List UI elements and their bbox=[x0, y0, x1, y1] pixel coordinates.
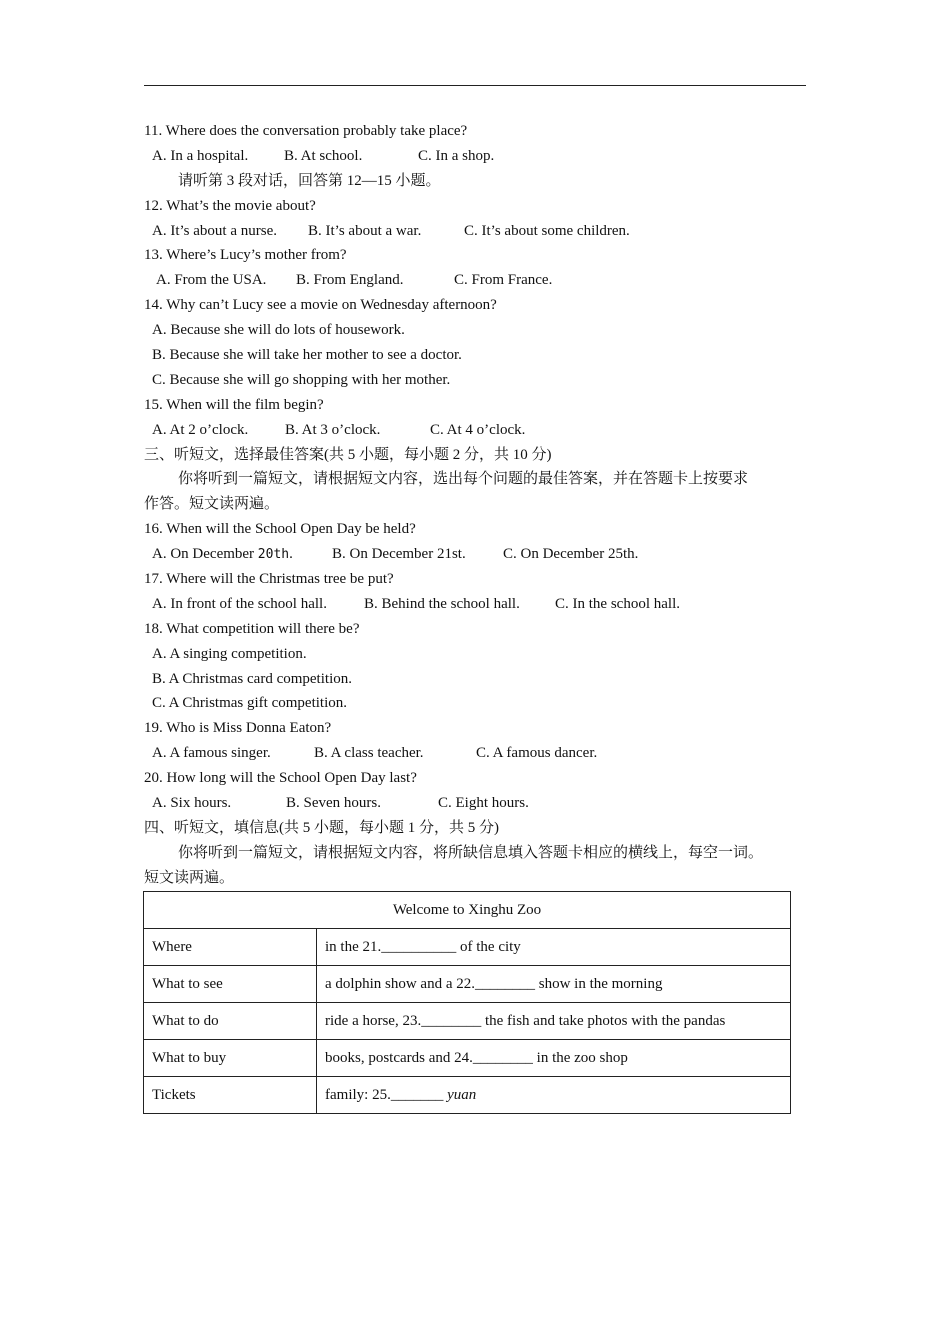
q12-stem: 12. What’s the movie about? bbox=[144, 197, 316, 214]
q19-option-b: B. A class teacher. bbox=[314, 745, 424, 762]
row-value-where: in the 21.__________ of the city bbox=[317, 929, 791, 966]
q16-stem: 16. When will the School Open Day be held? bbox=[144, 521, 416, 538]
q13-stem: 13. Where’s Lucy’s mother from? bbox=[144, 247, 347, 264]
section-3-instructions: 你将听到一篇短文，请根据短文内容，选出每个问题的最佳答案，并在答题卡上按要求 bbox=[178, 471, 749, 488]
section-4-instructions: 你将听到一篇短文，请根据短文内容，将所缺信息填入答题卡相应的横线上，每空一词。 bbox=[178, 844, 764, 861]
q15-option-a: A. At 2 o’clock. bbox=[152, 421, 249, 438]
q16-options bbox=[144, 542, 808, 567]
q15-option-b: B. At 3 o’clock. bbox=[285, 421, 381, 438]
q17-option-c: C. In the school hall. bbox=[555, 595, 680, 612]
tickets-value-text: family: 25._______ bbox=[325, 1086, 448, 1103]
row-label-tickets: Tickets bbox=[144, 1077, 317, 1114]
q16-option-a bbox=[152, 542, 332, 568]
q18-option-a: A. A singing competition. bbox=[152, 645, 307, 662]
table-title: Welcome to Xinghu Zoo bbox=[144, 892, 791, 929]
q13-option-a: A. From the USA. bbox=[156, 272, 267, 289]
tickets-currency: yuan bbox=[447, 1086, 477, 1103]
q12-option-a: A. It’s about a nurse. bbox=[152, 222, 277, 239]
q20-stem: 20. How long will the School Open Day last? bbox=[144, 770, 417, 787]
section-3-instructions-cont: 作答。短文读两遍。 bbox=[144, 496, 280, 513]
q15-option-c: C. At 4 o’clock. bbox=[430, 421, 526, 438]
q17-options bbox=[144, 592, 808, 617]
table-header-row bbox=[144, 892, 791, 929]
q16-option-a-num: 20th bbox=[257, 547, 290, 563]
q17-option-b: B. Behind the school hall. bbox=[364, 595, 520, 612]
q12-option-b: B. It’s about a war. bbox=[308, 222, 422, 239]
dialogue-3-note: 请听第 3 段对话，回答第 12—15 小题。 bbox=[178, 172, 441, 189]
q19-option-a: A. A famous singer. bbox=[152, 745, 271, 762]
exam-content bbox=[144, 119, 808, 891]
q11-option-b: B. At school. bbox=[284, 147, 363, 164]
q20-options bbox=[144, 791, 808, 816]
q11-option-c: C. In a shop. bbox=[418, 147, 495, 164]
q18-stem: 18. What competition will there be? bbox=[144, 620, 360, 637]
q13-option-b: B. From England. bbox=[296, 272, 404, 289]
q11-stem: 11. Where does the conversation probably take place? bbox=[144, 123, 468, 139]
row-value-what-to-do: ride a horse, 23.________ the fish and take photos with the pandas bbox=[317, 1003, 791, 1040]
q14-option-a: A. Because she will do lots of housework. bbox=[152, 322, 405, 339]
q14-stem: 14. Why can’t Lucy see a movie on Wednesday afternoon? bbox=[144, 297, 497, 314]
q13-option-c: C. From France. bbox=[454, 272, 553, 289]
q11-option-a: A. In a hospital. bbox=[152, 147, 249, 164]
row-label-what-to-do: What to do bbox=[144, 1003, 317, 1040]
table-row bbox=[144, 1040, 791, 1077]
row-value-what-to-buy: books, postcards and 24.________ in the zoo shop bbox=[317, 1040, 791, 1077]
q14-option-b: B. Because she will take her mother to see a doctor. bbox=[152, 347, 462, 364]
section-3-title: 三、听短文，选择最佳答案(共 5 小题，每小题 2 分，共 10 分) bbox=[144, 446, 552, 463]
q19-options bbox=[144, 741, 808, 766]
q12-options bbox=[144, 219, 808, 244]
q16-option-c: C. On December 25th. bbox=[503, 546, 639, 563]
row-value-tickets bbox=[317, 1077, 791, 1114]
q18-option-b: B. A Christmas card competition. bbox=[152, 670, 352, 687]
q17-option-a: A. In front of the school hall. bbox=[152, 595, 327, 612]
q20-option-b: B. Seven hours. bbox=[286, 795, 381, 812]
q15-options bbox=[144, 418, 808, 443]
q16-option-a-post: . bbox=[289, 546, 293, 563]
q15-stem: 15. When will the film begin? bbox=[144, 396, 324, 413]
row-label-what-to-see: What to see bbox=[144, 966, 317, 1003]
q12-option-c: C. It’s about some children. bbox=[464, 222, 630, 239]
header-rule bbox=[144, 85, 806, 86]
section-4-title: 四、听短文，填信息(共 5 小题，每小题 1 分，共 5 分) bbox=[144, 819, 499, 836]
q14-option-c: C. Because she will go shopping with her mother. bbox=[152, 371, 451, 388]
q13-options bbox=[144, 268, 808, 293]
table-row bbox=[144, 966, 791, 1003]
table-row bbox=[144, 1003, 791, 1040]
zoo-info-table bbox=[143, 891, 791, 1114]
row-value-what-to-see: a dolphin show and a 22.________ show in the morning bbox=[317, 966, 791, 1003]
q20-option-c: C. Eight hours. bbox=[438, 795, 529, 812]
q19-option-c: C. A famous dancer. bbox=[476, 745, 598, 762]
q19-stem: 19. Who is Miss Donna Eaton? bbox=[144, 720, 332, 737]
row-label-where: Where bbox=[144, 929, 317, 966]
q20-option-a: A. Six hours. bbox=[152, 795, 232, 812]
q11-options bbox=[144, 144, 808, 169]
section-4-instructions-cont: 短文读两遍。 bbox=[144, 869, 235, 886]
row-label-what-to-buy: What to buy bbox=[144, 1040, 317, 1077]
table-row bbox=[144, 1077, 791, 1114]
q18-option-c: C. A Christmas gift competition. bbox=[152, 695, 347, 712]
q16-option-a-pre: A. On December bbox=[152, 546, 258, 563]
q16-option-b: B. On December 21st. bbox=[332, 546, 466, 563]
table-row bbox=[144, 929, 791, 966]
q17-stem: 17. Where will the Christmas tree be put? bbox=[144, 571, 394, 588]
